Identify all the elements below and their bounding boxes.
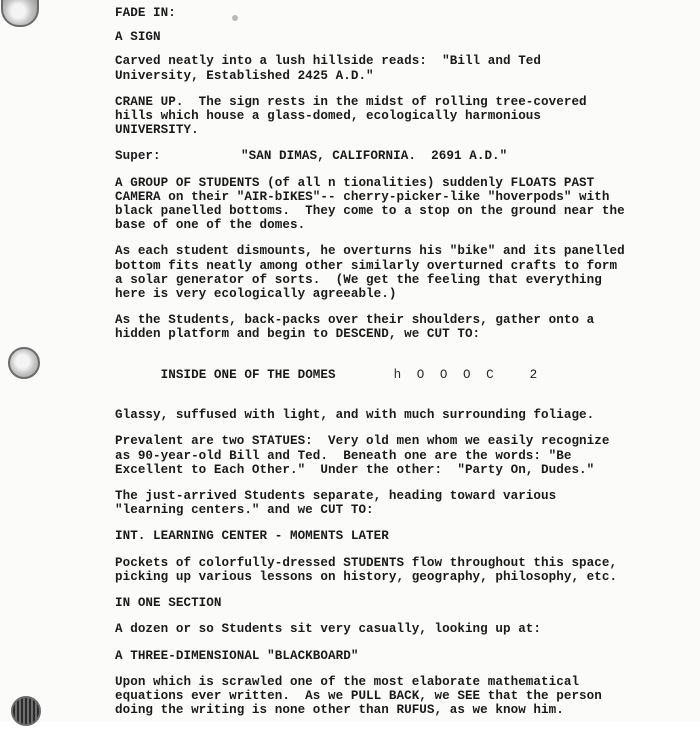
binder-hole-middle <box>8 347 40 379</box>
binder-hole-top <box>1 0 39 27</box>
scene-heading-learning-center: INT. LEARNING CENTER - MOMENTS LATER <box>115 529 389 544</box>
action-learning-centers: The just-arrived Students separate, heading toward various "learning centers." and we CUT TO: <box>115 489 557 518</box>
scene-heading-one-section: IN ONE SECTION <box>115 596 222 611</box>
super-line <box>115 149 685 163</box>
action-equations: Upon which is scrawled one of the most elaborate mathematical equations ever written. As we PULL BACK, we SEE that the person doing the writing is none other than RUFUS, as we know him. <box>115 674 602 718</box>
action-sign: Carved neatly into a lush hillside reads: "Bill and Ted University, Established 2425 A.D." <box>115 54 542 83</box>
action-pockets: Pockets of colorfully-dressed STUDENTS flow throughout this space, picking up various lessons on history, geography, philosophy, etc. <box>115 555 618 584</box>
action-crane-up: CRANE UP. The sign rests in the midst of rolling tree-covered hills which house a glass-domed, ecologically harmonious UNIVERSITY. <box>115 94 587 138</box>
scene-heading-blackboard: A THREE-DIMENSIONAL "BLACKBOARD" <box>115 648 359 663</box>
action-statues: Prevalent are two STATUES: Very old men whom we easily recognize as 90-year-old Bill and Ted. Beneath one are the words: "Be Excellent to Each Other." Under the other: "Party On, Dudes." <box>115 434 610 477</box>
action-dozen-students: A dozen or so Students sit very casually, looking up at: <box>115 622 542 637</box>
action-descend: As the Students, back-packs over their shoulders, gather onto a hidden platform and begin to DESCEND, we CUT TO: <box>115 313 595 342</box>
action-glassy: Glassy, suffused with light, and with much surrounding foliage. <box>115 408 595 423</box>
scene-heading-inside-dome <box>115 354 685 397</box>
page-number: 2 <box>529 367 538 382</box>
super-label: Super: <box>115 149 161 164</box>
super-text: "SAN DIMAS, CALIFORNIA. 2691 A.D." <box>241 149 508 164</box>
action-students-float: A GROUP OF STUDENTS (of all n tionalities) suddenly FLOATS PAST CAMERA on their "AIR-bIKES"-- cherry-picker-like "hoverpods" with black panelled bottoms. They come to a stop on the ground near the base of one of the domes. <box>115 175 625 233</box>
transition-fade-in: FADE IN: <box>115 6 176 20</box>
inside-heading: INSIDE ONE OF THE DOMES <box>160 367 336 382</box>
screenplay-text <box>115 6 685 729</box>
action-dismount: As each student dismounts, he overturns his "bike" and its panelled bottom fits neatly among other similarly overturned crafts to form a solar generator of sorts. (We get the feeling that everything here is very ecologically agreeable.) <box>115 244 625 302</box>
page-stamp: h O O O C <box>393 367 498 382</box>
scene-heading-sign: A SIGN <box>115 30 161 45</box>
